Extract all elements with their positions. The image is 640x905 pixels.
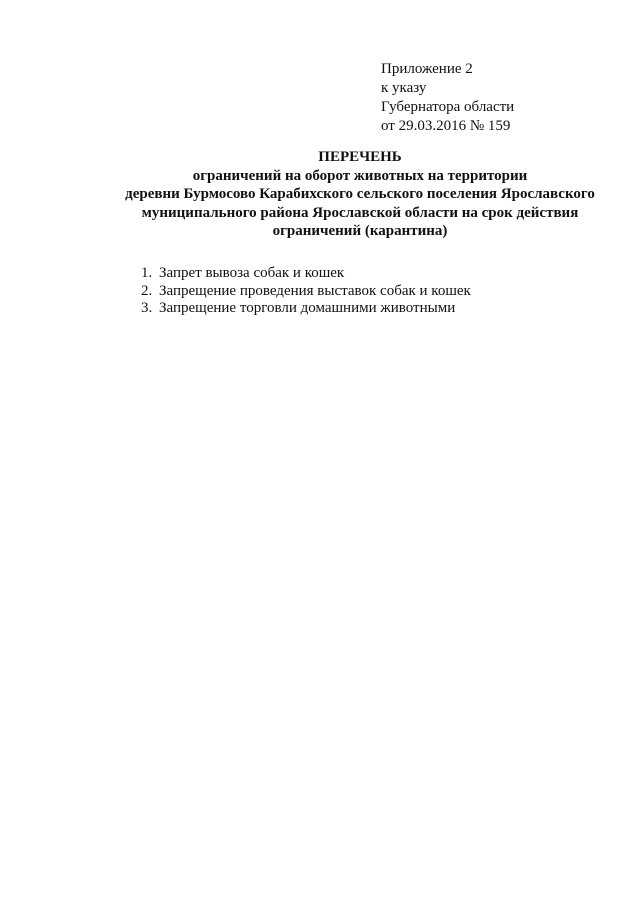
heading-line: ограничений на оборот животных на территории (192, 167, 528, 184)
appendix-line: к указу (381, 80, 427, 96)
restrictions-list (141, 265, 621, 318)
heading-line: деревни Бурмосово Карабихского сельского поселения Ярославского (125, 186, 595, 202)
list-item-text: Запрещение проведения выставок собак и кошек (159, 282, 471, 299)
appendix-line: Приложение 2 (381, 61, 473, 77)
list-item (141, 283, 621, 301)
document-heading (100, 148, 620, 241)
appendix-line: Губернатора области (381, 99, 515, 115)
heading-line: муниципального района Ярославской области на срок действия (141, 204, 579, 221)
appendix-block (381, 60, 621, 136)
list-item-text: Запрещение торговли домашними животными (159, 300, 456, 316)
heading-title: ПЕРЕЧЕНЬ (318, 149, 402, 165)
heading-line: ограничений (карантина) (272, 223, 448, 239)
appendix-date-line: от 29.03.2016 № 159 (381, 118, 511, 134)
list-item-number: 2. (141, 282, 153, 299)
list-item-number: 1. (141, 265, 153, 281)
list-item (141, 265, 621, 283)
list-item-text: Запрет вывоза собак и кошек (159, 265, 345, 281)
list-item (141, 300, 621, 318)
list-item-number: 3. (141, 300, 153, 316)
